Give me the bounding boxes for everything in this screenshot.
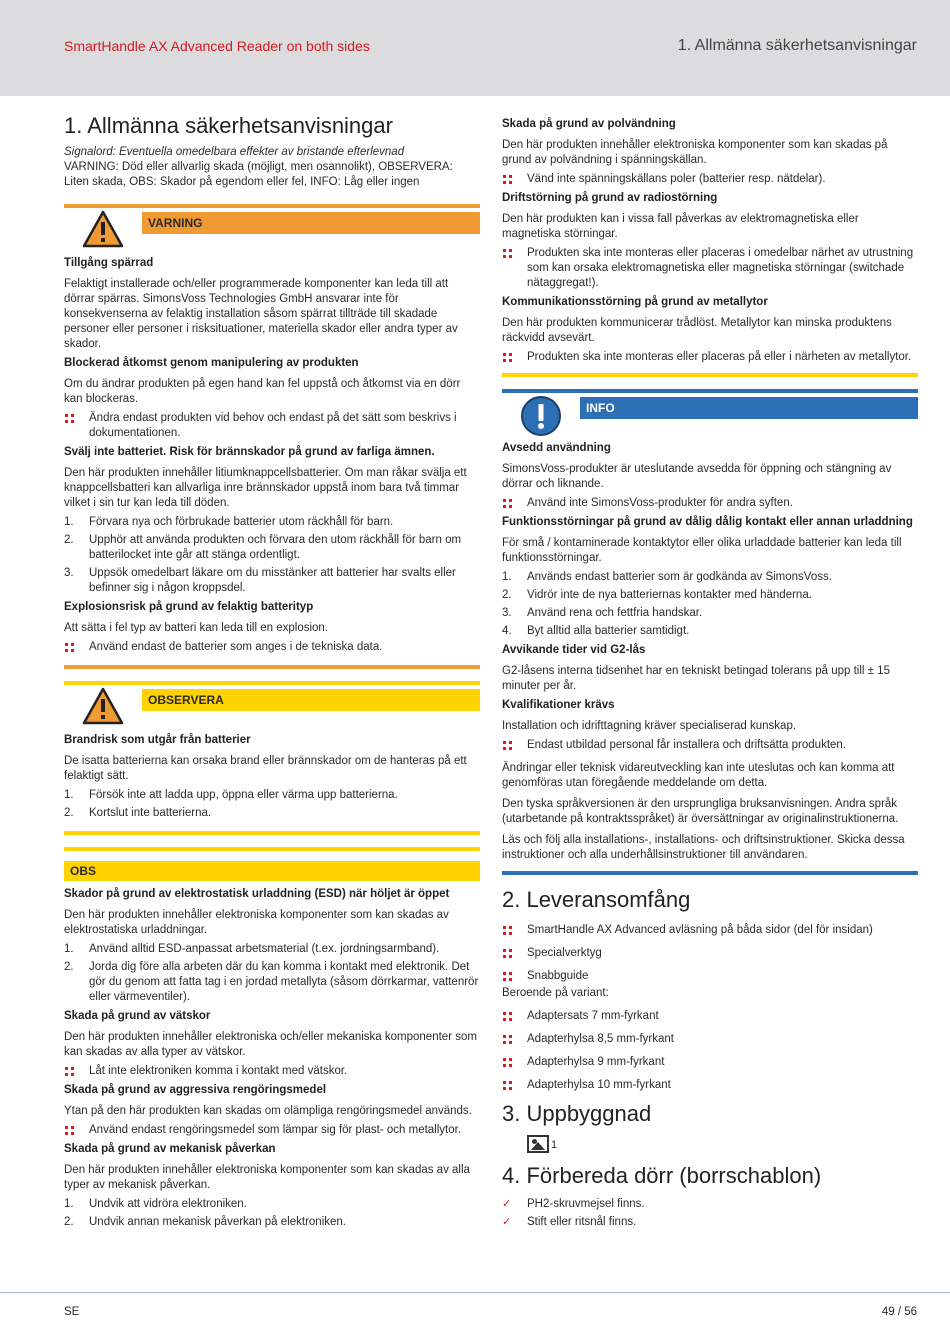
footer-rule — [0, 1292, 950, 1293]
o1-text: Den här produkten innehåller elektroniska komponenter som kan skadas av elektrostatiska urladdningar. — [64, 909, 449, 936]
warning-rule — [64, 204, 480, 208]
list-item: SmartHandle AX Advanced avläsning på båda sidor (del för insidan) — [502, 923, 918, 938]
para-1: Ändringar eller teknisk vidareutveckling kan inte uteslutas och kan komma att genomföras utan föregående meddelande om detta. — [502, 762, 895, 789]
list-item: Vänd inte spänningskällans poler (batterier resp. nätdelar). — [502, 172, 918, 187]
r2-title: Driftstörning på grund av radiostörning — [502, 192, 718, 204]
i1-text: SimonsVoss-produkter är uteslutande avsedda för öppning och stängning av dörrar och liknande. — [502, 463, 892, 490]
image-placeholder — [502, 1131, 918, 1153]
info-box — [502, 389, 918, 433]
image-icon — [527, 1135, 549, 1153]
list-item: 2. Vidrör inte de nya batteriernas kontakter med händerna. — [502, 589, 812, 601]
para-3: Läs och följ alla installations-, installations- och driftsinstruktioner. Skicka dessa instruktioner och alla underhållsinstruktioner till användaren. — [502, 834, 905, 861]
o2-title: Skada på grund av vätskor — [64, 1010, 211, 1022]
bullet-icon — [503, 926, 512, 935]
warning-triangle-icon — [82, 210, 124, 248]
list-item: 3. Använd rena och fettfria handskar. — [502, 607, 703, 619]
bullet-icon — [503, 249, 512, 258]
chapter-title: 1. Allmänna säkerhetsanvisningar — [677, 37, 917, 54]
warning-label: VARNING — [142, 212, 480, 234]
section-3-title: 3. Uppbyggnad — [502, 1101, 652, 1126]
section-2-title: 2. Leveransomfång — [502, 887, 691, 912]
list-item: Specialverktyg — [502, 946, 918, 961]
caution-label: OBSERVERA — [142, 689, 480, 711]
bullet-icon — [503, 499, 512, 508]
footer-language: SE — [64, 1306, 80, 1318]
info-label: INFO — [580, 397, 918, 419]
bullet-icon — [503, 353, 512, 362]
list-item: Använd inte SimonsVoss-produkter för andra syften. — [502, 496, 918, 511]
i3-title: Avvikande tider vid G2-lås — [502, 644, 646, 656]
section-4-title: 4. Förbereda dörr (borrschablon) — [502, 1163, 822, 1188]
list-item: Endast utbildad personal får installera och driftsätta produkten. — [502, 738, 918, 753]
o4-title: Skada på grund av mekanisk påverkan — [64, 1143, 276, 1155]
r1-text: Den här produkten innehåller elektroniska komponenter som kan skadas på grund av polvändning i spänningskällan. — [502, 139, 888, 166]
bullet-icon — [65, 414, 74, 423]
list-item: Snabbguide — [502, 969, 918, 984]
list-item: Använd endast de batterier som anges i de tekniska data. — [64, 640, 480, 655]
list-item: Produkten ska inte monteras eller placeras på eller i närheten av metallytor. — [502, 350, 918, 365]
list-item: 2. Undvik annan mekanisk påverkan på elektroniken. — [64, 1216, 346, 1228]
o2-text: Den här produkten innehåller elektroniska och/eller mekaniska komponenter som kan skadas av alla typer av vätskor. — [64, 1031, 477, 1058]
obs-label: OBS — [64, 861, 480, 881]
info-end-rule — [502, 871, 918, 875]
caution-rule — [64, 681, 480, 685]
c1-text: De isatta batterierna kan orsaka brand eller brännskador om de hanteras på ett felaktigt sätt. — [64, 755, 467, 782]
product-name: SmartHandle AX Advanced Reader on both sides — [64, 38, 370, 54]
left-column — [64, 113, 480, 1233]
r1-title: Skada på grund av polvändning — [502, 118, 676, 130]
o3-title: Skada på grund av aggressiva rengöringsmedel — [64, 1084, 327, 1096]
o4-text: Den här produkten innehåller elektroniska komponenter som kan skadas av alla typer av mekanisk påverkan. — [64, 1164, 470, 1191]
list-item: ✓ PH2-skruvmejsel finns. — [502, 1198, 645, 1210]
list-item: 1. Undvik att vidröra elektroniken. — [64, 1198, 247, 1210]
o3-text: Ytan på den här produkten kan skadas om olämpliga rengöringsmedel används. — [64, 1105, 472, 1117]
r3-title: Kommunikationsstörning på grund av metallytor — [502, 296, 768, 308]
variant-label: Beroende på variant: — [502, 987, 609, 999]
info-rule — [502, 389, 918, 393]
list-item: Adaptersats 7 mm-fyrkant — [502, 1009, 918, 1024]
bullet-icon — [503, 1058, 512, 1067]
image-number: 1 — [551, 1139, 558, 1151]
obs-rule — [64, 847, 480, 851]
bullet-icon — [503, 949, 512, 958]
bullet-icon — [65, 1126, 74, 1135]
w2-text: Om du ändrar produkten på egen hand kan fel uppstå och åtkomst via en dörr kan blockeras. — [64, 378, 461, 405]
caution-end-rule — [64, 831, 480, 835]
signal-italic: Signalord: Eventuella omedelbara effekter av bristande efterlevnad — [64, 146, 405, 158]
i2-title: Funktionsstörningar på grund av dålig dålig kontakt eller annan urladdning — [502, 516, 913, 528]
list-item: 2. Jorda dig före alla arbeten där du kan komma i kontakt med elektronik. Det gör du genom att fatta tag i en jordad metallyta (såsom dörrkarmar, vattenrör eller värmeventiler). — [64, 961, 479, 1003]
obs-box — [64, 847, 480, 879]
list-item: 4. Byt alltid alla batterier samtidigt. — [502, 625, 690, 637]
i2-text: För små / kontaminerade kontaktytor eller olika urladdade batterier kan leda till funktionsstörningar. — [502, 537, 902, 564]
bullet-icon — [503, 175, 512, 184]
list-item: Ändra endast produkten vid behov och endast på det sätt som beskrivs i dokumentationen. — [64, 411, 480, 441]
list-item: 3. Uppsök omedelbart läkare om du misstänker att batterier har svalts eller befinner sig i någon kroppsdel. — [64, 567, 456, 594]
list-item: 2. Upphör att använda produkten och förvara den utom räckhåll för barn om batterilocket inte går att stänga ordentligt. — [64, 534, 462, 561]
list-item: Adapterhylsa 8,5 mm-fyrkant — [502, 1032, 918, 1047]
list-item: 1. Använd alltid ESD-anpassat arbetsmaterial (t.ex. jordningsarmband). — [64, 943, 440, 955]
w1-title: Tillgång spärrad — [64, 257, 154, 269]
signal-words — [64, 145, 480, 190]
section-title: 1. Allmänna säkerhetsanvisningar — [64, 113, 393, 138]
obs-end-rule — [502, 373, 918, 377]
bullet-icon — [503, 1081, 512, 1090]
w4-text: Att sätta i fel typ av batteri kan leda till en explosion. — [64, 622, 329, 634]
w1-text: Felaktigt installerade och/eller programmerade komponenter kan leda till att dörrar spärras. SimonsVoss Technologies GmbH ansvarar inte för konsekvenserna av felaktig installation såsom spärrat tillträde till skadade personer eller personer i risksituationer, materiella skador eller andra typer av skador. — [64, 278, 458, 350]
warning-box — [64, 204, 480, 248]
o1-title: Skador på grund av elektrostatisk urladdning (ESD) när höljet är öppet — [64, 888, 450, 900]
para-2: Den tyska språkversionen är den ursprungliga bruksanvisningen. Andra språk (utarbetande på kontraktsspråket) är översättningar av originalinstruktionerna. — [502, 798, 899, 825]
list-item: 2. Kortslut inte batterierna. — [64, 807, 212, 819]
c1-title: Brandrisk som utgår från batterier — [64, 734, 251, 746]
r3-text: Den här produkten kommunicerar trådlöst. Metallytor kan minska produktens räckvidd avsevärt. — [502, 317, 892, 344]
page-number: 49 / 56 — [881, 1306, 917, 1318]
warning-end-rule — [64, 665, 480, 669]
list-item: ✓ Stift eller ritsnål finns. — [502, 1216, 637, 1228]
w4-title: Explosionsrisk på grund av felaktig batterityp — [64, 601, 314, 613]
i3-text: G2-låsens interna tidsenhet har en tekniskt betingad tolerans på upp till ± 15 minuter per år. — [502, 665, 890, 692]
w2-title: Blockerad åtkomst genom manipulering av produkten — [64, 357, 359, 369]
w3-title: Svälj inte batteriet. Risk för brännskador på grund av farliga ämnen. — [64, 446, 435, 458]
checkmark-icon: ✓ — [502, 1216, 512, 1228]
caution-box — [64, 681, 480, 725]
i4-text: Installation och idrifttagning kräver specialiserad kunskap. — [502, 720, 797, 732]
bullet-icon — [503, 1012, 512, 1021]
r2-text: Den här produkten kan i vissa fall påverkas av elektromagnetiska eller magnetiska störningar. — [502, 213, 859, 240]
page-header — [0, 0, 950, 96]
checkmark-icon: ✓ — [502, 1198, 512, 1210]
bullet-icon — [65, 1067, 74, 1076]
info-exclamation-icon — [520, 395, 562, 437]
list-item: Låt inte elektroniken komma i kontakt med vätskor. — [64, 1064, 480, 1079]
list-item: Adapterhylsa 9 mm-fyrkant — [502, 1055, 918, 1070]
w3-text: Den här produkten innehåller litiumknappcellsbatterier. Om man råkar svälja ett knappcellsbatteri kan allvarliga inre brännskador uppstå inom bara två timmar vilket i sin tur kan leda till döden. — [64, 467, 467, 509]
list-item: 1. Används endast batterier som är godkända av SimonsVoss. — [502, 571, 832, 583]
bullet-icon — [503, 1035, 512, 1044]
caution-triangle-icon — [82, 687, 124, 725]
i1-title: Avsedd användning — [502, 442, 611, 454]
right-column — [502, 113, 918, 1233]
signal-text: VARNING: Död eller allvarlig skada (möjligt, men osannolikt), OBSERVERA: Liten skada, OBS: Skador på egendom eller fel, INFO: Låg eller ingen — [64, 161, 453, 188]
bullet-icon — [503, 741, 512, 750]
list-item: Adapterhylsa 10 mm-fyrkant — [502, 1078, 918, 1093]
bullet-icon — [503, 972, 512, 981]
list-item: 1. Försök inte att ladda upp, öppna eller värma upp batterierna. — [64, 789, 398, 801]
list-item: Använd endast rengöringsmedel som lämpar sig för plast- och metallytor. — [64, 1123, 480, 1138]
i4-title: Kvalifikationer krävs — [502, 699, 615, 711]
list-item: 1. Förvara nya och förbrukade batterier utom räckhåll för barn. — [64, 516, 394, 528]
list-item: Produkten ska inte monteras eller placeras i omedelbar närhet av utrustning som kan orsaka elektromagnetiska eller magnetiska störningar (switchade nätaggregat!). — [502, 246, 918, 291]
bullet-icon — [65, 643, 74, 652]
